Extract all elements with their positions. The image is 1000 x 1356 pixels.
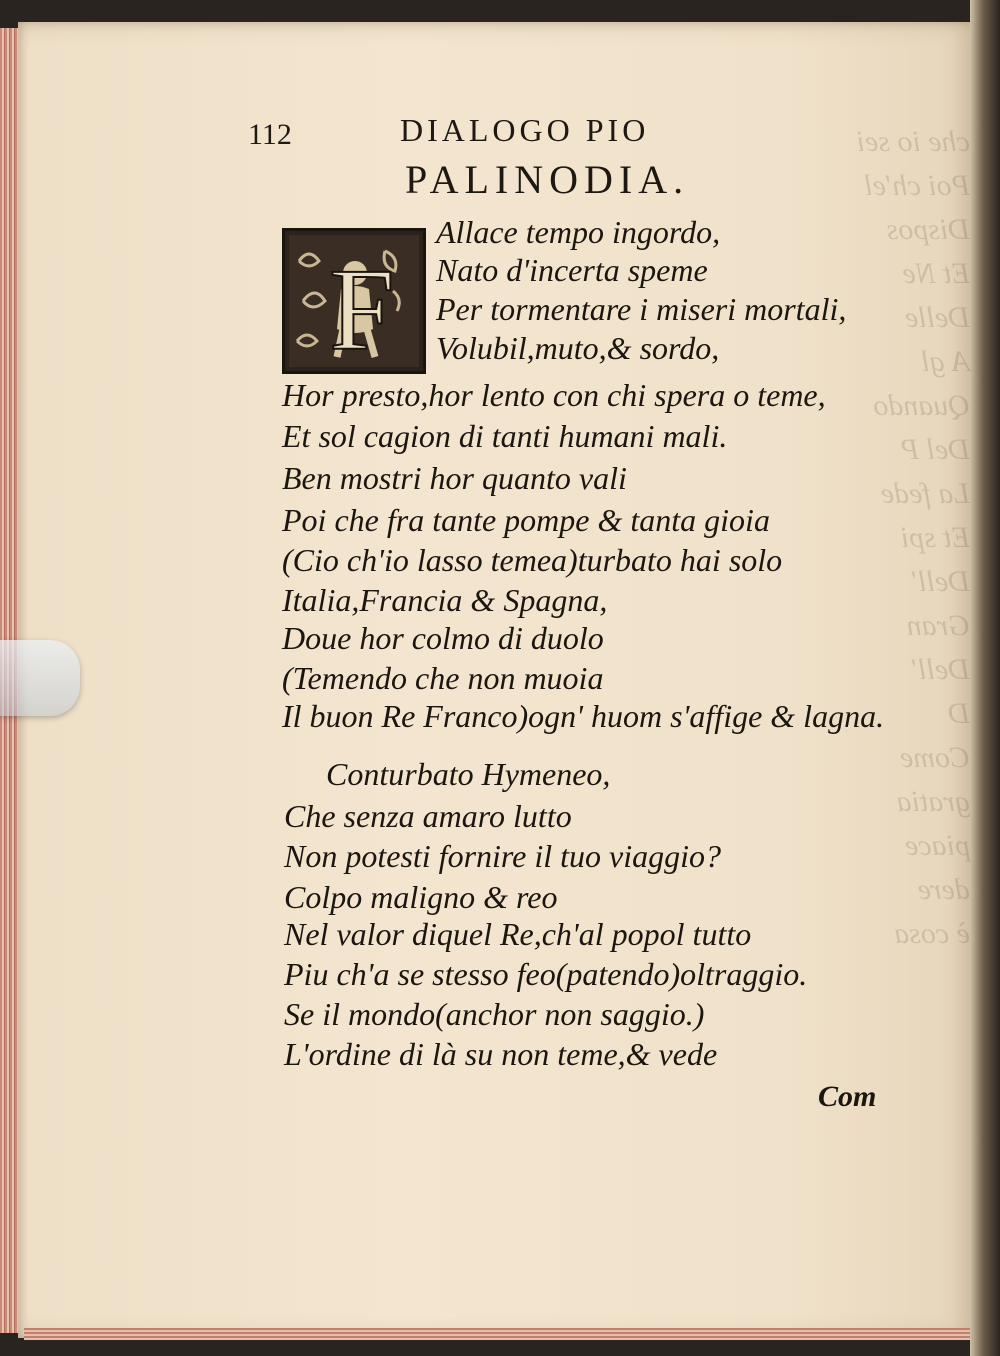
catchword: Com	[818, 1080, 877, 1113]
verse-line: Italia,Francia & Spagna,	[282, 582, 608, 618]
verse-line: Nel valor diquel Re,ch'al popol tutto	[284, 916, 752, 952]
verse-line: Et sol cagion di tanti humani mali.	[282, 418, 728, 454]
verse-line: Nato d'incerta speme	[436, 252, 708, 288]
verse-line: Che senza amaro lutto	[284, 798, 572, 834]
running-head: DIALOGO PIO	[400, 112, 650, 148]
poem-title: PALINODIA.	[405, 157, 690, 202]
show-through-text: che io sei Poi ch'el Dispos Et Ne Delle A gl Quando Del P La fede Et spi Dell' Gran Dell' D Come gratia piace dere è cosa	[856, 125, 970, 950]
book-gutter	[970, 0, 1000, 1356]
verse-line: Colpo maligno & reo	[284, 879, 558, 915]
verse-line: (Temendo che non muoia	[282, 660, 604, 696]
verse-line: Per tormentare i miseri mortali,	[436, 291, 847, 327]
page-number: 112	[248, 118, 292, 151]
verse-line: Doue hor colmo di duolo	[282, 620, 604, 656]
verse-line: Il buon Re Franco)ogn' huom s'affige & lagna.	[282, 698, 885, 734]
verse-line: Ben mostri hor quanto vali	[282, 460, 627, 496]
decorated-initial	[282, 228, 426, 374]
initial-letter: F	[329, 244, 395, 371]
verse-line: Non potesti fornire il tuo viaggio?	[284, 838, 722, 874]
woodcut-initial-icon	[285, 231, 423, 371]
verse-line: Conturbato Hymeneo,	[326, 756, 611, 792]
verse-line: L'ordine di là su non teme,& vede	[284, 1036, 718, 1072]
verse-line: (Cio ch'io lasso temea)turbato hai solo	[282, 542, 783, 578]
verse-line: Poi che fra tante pompe & tanta gioia	[282, 502, 770, 538]
page-edge-bottom	[24, 1328, 976, 1340]
verse-line: Se il mondo(anchor non saggio.)	[284, 996, 705, 1032]
verse-line: Hor presto,hor lento con chi spera o teme,	[282, 377, 826, 413]
verse-line: Allace tempo ingordo,	[436, 214, 721, 250]
verse-line: Volubil,muto,& sordo,	[436, 330, 720, 366]
verse-line: Piu ch'a se stesso feo(patendo)oltraggio.	[284, 956, 808, 992]
page-clip	[0, 640, 80, 716]
